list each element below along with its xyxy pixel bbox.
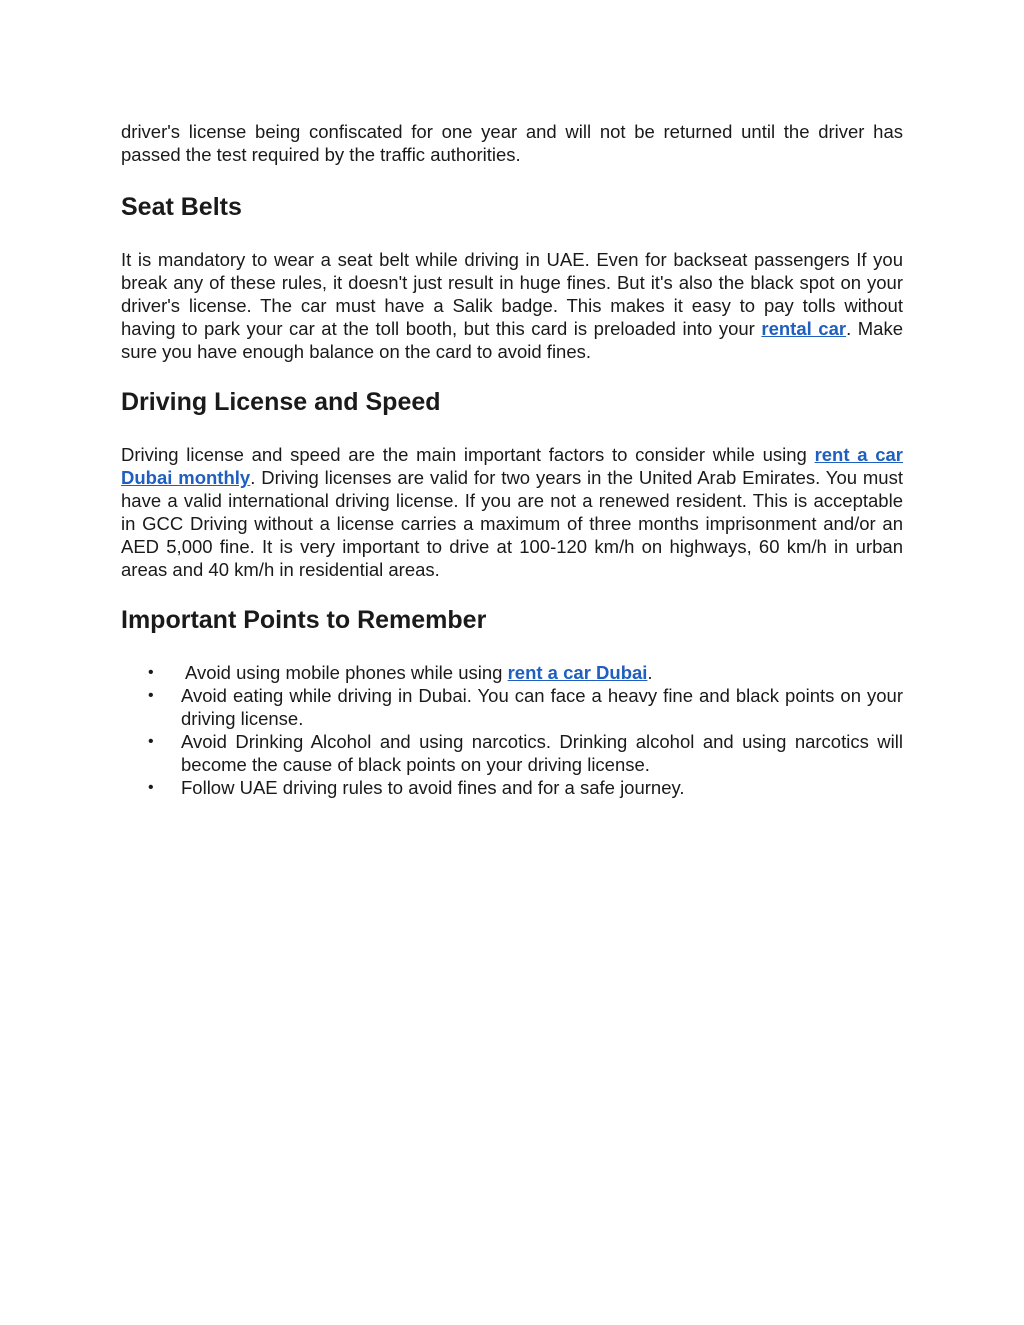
bullet-icon: • xyxy=(148,687,154,704)
seat-belts-paragraph xyxy=(121,248,903,363)
item1-text-before-link: Avoid using mobile phones while using xyxy=(185,662,508,683)
list-item-text: Follow UAE driving rules to avoid fines and for a safe journey. xyxy=(181,777,685,798)
seat-belts-heading: Seat Belts xyxy=(121,193,242,221)
document-page xyxy=(121,120,903,799)
list-item-text: Avoid Drinking Alcohol and using narcotics. Drinking alcohol and using narcotics will become the cause of black points on your driving license. xyxy=(181,731,903,775)
list-item-text: Avoid eating while driving in Dubai. You can face a heavy fine and black points on your driving license. xyxy=(181,685,903,729)
seat-belts-text-before-link: It is mandatory to wear a seat belt while driving in UAE. Even for backseat passengers If you break any of these rules, it doesn't just result in huge fines. But it's also the black spot on your driver's license. The car must have a Salik badge. This makes it easy to pay tolls without having to park your car at the toll booth, but this card is preloaded into your xyxy=(121,249,903,339)
list-item xyxy=(121,730,903,776)
driving-license-heading: Driving License and Speed xyxy=(121,388,441,416)
driving-license-paragraph xyxy=(121,443,903,581)
list-item xyxy=(121,661,903,684)
rental-car-link[interactable]: rental car xyxy=(761,318,847,339)
list-item xyxy=(121,684,903,730)
list-item-text xyxy=(181,662,653,683)
intro-paragraph xyxy=(121,120,903,166)
bullet-icon: • xyxy=(148,779,154,796)
seat-belts-text-after-link: . Make sure you have enough balance on the card to avoid fines. xyxy=(121,318,903,362)
bullet-icon: • xyxy=(148,733,154,750)
list-item xyxy=(121,776,903,799)
driving-license-text-after-link: . Driving licenses are valid for two years in the United Arab Emirates. You must have a valid international driving license. If you are not a renewed resident. This is acceptable in GCC Driving without a license carries a maximum of three months imprisonment and/or an AED 5,000 fine. It is very important to drive at 100-120 km/h on highways, 60 km/h in urban areas and 40 km/h in residential areas. xyxy=(121,467,903,580)
important-points-heading: Important Points to Remember xyxy=(121,606,487,634)
item1-text-after-link: . xyxy=(647,662,653,683)
important-points-list xyxy=(121,661,903,799)
rent-a-car-dubai-link[interactable]: rent a car Dubai xyxy=(507,662,648,683)
rent-a-car-dubai-monthly-link[interactable]: rent a car Dubai monthly xyxy=(121,444,903,488)
driving-license-text-before-link: Driving license and speed are the main important factors to consider while using xyxy=(121,444,815,465)
intro-text: driver's license being confiscated for one year and will not be returned until the driver has passed the test required by the traffic authorities. xyxy=(121,121,903,165)
bullet-icon: • xyxy=(148,664,154,681)
